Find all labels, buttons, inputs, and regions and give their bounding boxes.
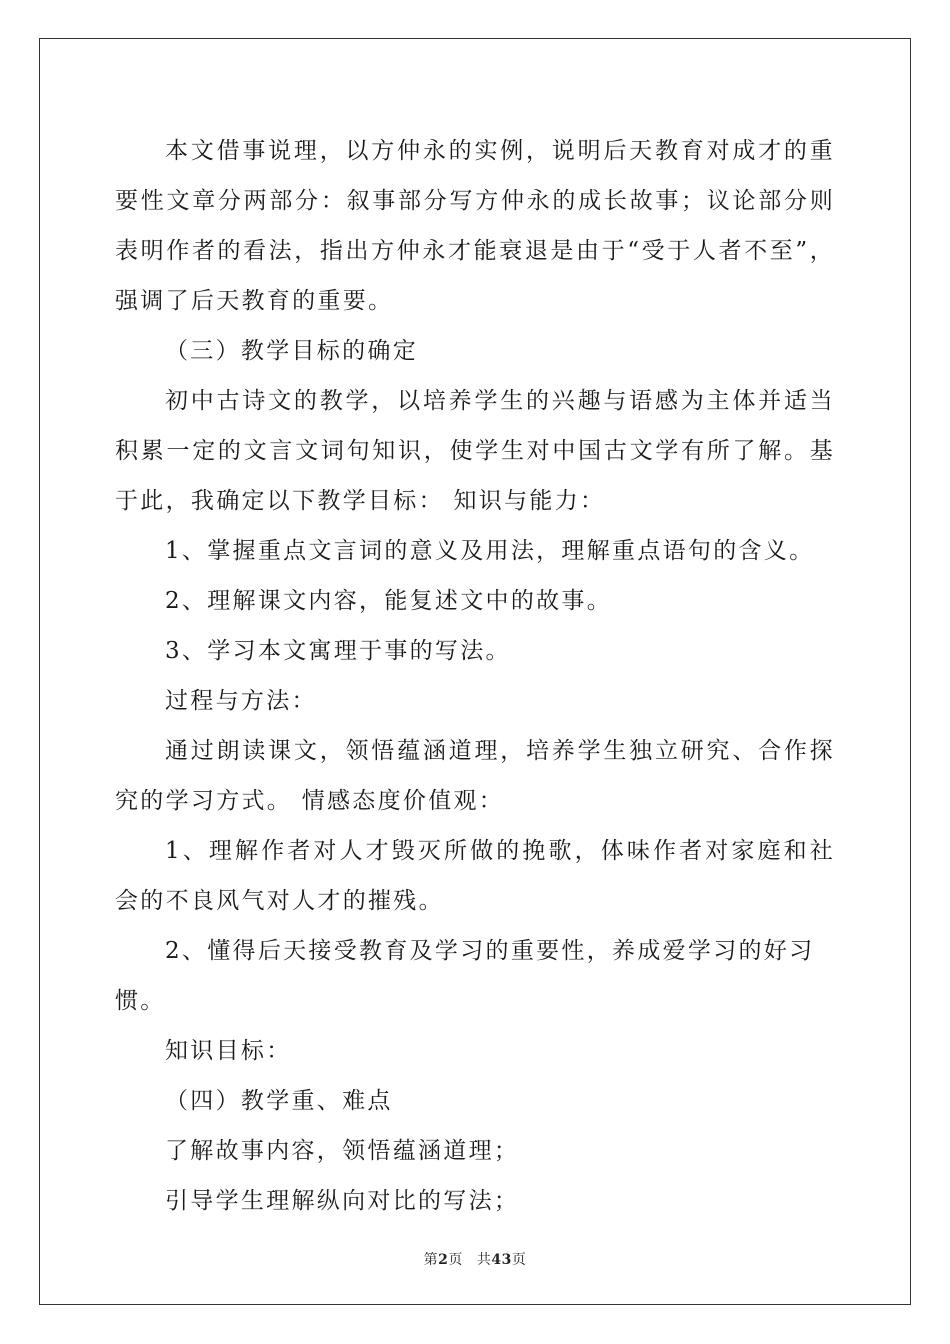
page-suffix: 页 — [448, 1252, 463, 1268]
list-item-emotion-2: 2、懂得后天接受教育及学习的重要性，养成爱学习的好习惯。 — [115, 938, 815, 1014]
key-point-1: 了解故事内容，领悟蕴涵道理； — [165, 1138, 520, 1164]
paragraph-summary: 本文借事说理，以方仲永的实例，说明后天教育对成才的重要性文章分两部分：叙事部分写方仲永的成长故事；议论部分则表明作者的看法，指出方仲永才能衰退是由于“受于人者不至”，强调了后天教育的重要。 — [115, 138, 835, 314]
paragraph-objectives-intro: 初中古诗文的教学，以培养学生的兴趣与语感为主体并适当积累一定的文言文词句知识，使学生对中国古文学有所了解。基于此，我确定以下教学目标： 知识与能力： — [115, 388, 835, 514]
paragraph-process-method: 通过朗读课文，领悟蕴涵道理，培养学生独立研究、合作探究的学习方式。 情感态度价值观： — [115, 738, 835, 814]
section-heading-key-points: （四）教学重、难点 — [165, 1088, 393, 1114]
list-item-knowledge-2: 2、理解课文内容，能复述文中的故事。 — [165, 588, 613, 614]
page-footer — [0, 1249, 950, 1269]
total-pages: 43 — [491, 1252, 512, 1268]
subheading-knowledge-goals: 知识目标： — [165, 1038, 292, 1064]
list-item-knowledge-1: 1、掌握重点文言词的意义及用法，理解重点语句的含义。 — [165, 538, 815, 564]
page-number: 2 — [438, 1252, 449, 1268]
section-heading-objectives: （三）教学目标的确定 — [165, 338, 418, 364]
total-suffix: 页 — [511, 1252, 527, 1268]
page-prefix: 第 — [423, 1252, 439, 1268]
key-point-2: 引导学生理解纵向对比的写法； — [165, 1188, 520, 1214]
subheading-process-method: 过程与方法： — [165, 688, 317, 714]
total-prefix: 共 — [476, 1252, 492, 1268]
document-body — [115, 126, 835, 1226]
list-item-emotion-1: 1、理解作者对人才毁灭所做的挽歌，体味作者对家庭和社会的不良风气对人才的摧残。 — [115, 838, 835, 914]
list-item-knowledge-3: 3、学习本文寓理于事的写法。 — [165, 638, 511, 664]
